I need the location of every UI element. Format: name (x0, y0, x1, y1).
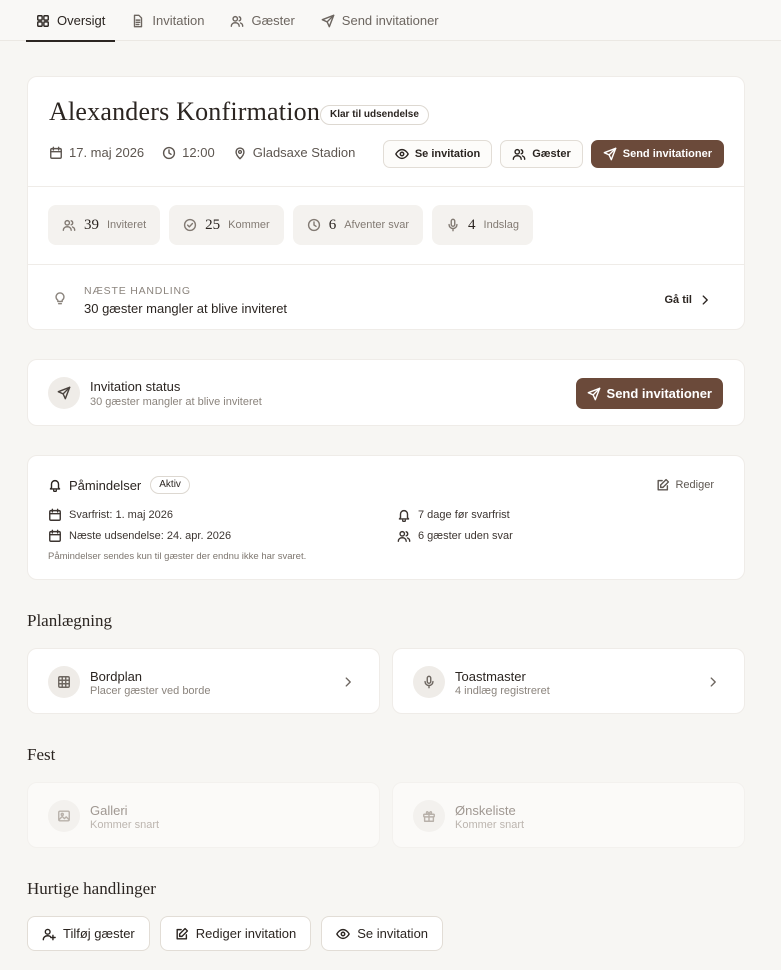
tab-send-invitations[interactable] (311, 0, 449, 41)
stat-coming[interactable] (169, 205, 284, 245)
map-pin-icon (233, 146, 247, 160)
reminders-header (48, 476, 190, 494)
tile-icon-circle (413, 800, 445, 832)
reminders-note: Påmindelser sendes kun til gæster der endnu ikke har svaret. (48, 551, 307, 562)
users-icon (230, 14, 244, 28)
check-circle-icon (183, 218, 197, 232)
edit-icon (175, 927, 189, 941)
button-label: Gæster (532, 148, 571, 160)
send-icon (57, 386, 71, 400)
reminder-deadline (48, 508, 173, 522)
tile-icon-circle (48, 800, 80, 832)
next-action-label: NÆSTE HANDLING (84, 285, 191, 297)
tile-subtitle: Kommer snart (455, 819, 525, 831)
send-icon (603, 147, 617, 161)
event-time-text: 12:00 (182, 145, 215, 160)
view-invitation-button[interactable] (383, 140, 492, 168)
tile-wishlist (392, 782, 745, 848)
button-label: Rediger invitation (195, 926, 297, 941)
event-overview-card (27, 76, 745, 330)
next-action (48, 283, 724, 319)
event-meta (49, 145, 355, 160)
stat-label: Kommer (228, 219, 270, 231)
quick-actions (27, 916, 443, 951)
divider (28, 186, 744, 187)
goto-link[interactable] (664, 293, 712, 307)
clock-icon (307, 218, 321, 232)
invitation-status-title: Invitation status (90, 379, 181, 394)
tab-bar (0, 0, 781, 41)
reminder-no-reply (397, 529, 513, 543)
reminders-title: Påmindelser (69, 477, 142, 493)
quick-actions-heading: Hurtige handlinger (27, 879, 156, 898)
planning-heading: Planlægning (27, 611, 113, 630)
divider (28, 264, 744, 265)
tab-label: Invitation (152, 13, 205, 28)
calendar-icon (48, 508, 62, 522)
tile-title: Bordplan (90, 669, 143, 684)
tab-invitation[interactable] (121, 0, 214, 41)
next-action-text: 30 gæster mangler at blive inviteret (84, 301, 288, 316)
tile-title: Toastmaster (455, 669, 526, 684)
view-invitation-quick-button[interactable] (321, 916, 443, 951)
tab-guests[interactable] (220, 0, 304, 41)
stat-entries[interactable] (432, 205, 533, 245)
stat-invited[interactable] (48, 205, 160, 245)
goto-label: Gå til (664, 294, 692, 306)
edit-reminders-button[interactable] (656, 478, 714, 492)
calendar-icon (49, 146, 63, 160)
reminder-no-reply-text: 6 gæster uden svar (418, 530, 513, 542)
reminders-card (27, 455, 745, 580)
stat-label: Afventer svar (344, 219, 410, 231)
reminder-days-before-text: 7 dage før svarfrist (418, 509, 510, 521)
user-plus-icon (42, 927, 56, 941)
stats-row (48, 205, 533, 245)
tile-title: Ønskeliste (455, 803, 516, 818)
tab-label: Gæster (251, 13, 295, 28)
table-grid-icon (57, 675, 71, 689)
image-icon (57, 809, 71, 823)
chevron-right-icon (698, 293, 712, 307)
document-icon (131, 14, 145, 28)
stat-value: 4 (468, 216, 476, 233)
button-label: Tilføj gæster (63, 926, 135, 941)
event-date (49, 145, 144, 160)
eye-icon (336, 927, 350, 941)
stat-value: 6 (328, 216, 337, 233)
send-icon (587, 387, 601, 401)
users-icon (62, 218, 76, 232)
button-label: Send invitationer (606, 386, 712, 401)
event-date-text: 17. maj 2026 (69, 145, 145, 160)
party-heading: Fest (27, 745, 56, 764)
chevron-right-icon (341, 675, 355, 689)
stat-value: 39 (84, 216, 99, 233)
tile-subtitle: 4 indlæg registreret (455, 685, 550, 697)
grid-icon (36, 14, 50, 28)
reminder-days-before (397, 508, 510, 522)
active-badge: Aktiv (150, 476, 190, 494)
button-label: Send invitationer (622, 148, 712, 160)
stat-awaiting[interactable] (293, 205, 423, 245)
event-title: Alexanders Konfirmation (49, 97, 321, 126)
add-guests-button[interactable] (27, 916, 150, 951)
tile-seating-plan[interactable] (27, 648, 380, 714)
clock-icon (162, 146, 176, 160)
guests-button[interactable] (500, 140, 583, 168)
invitation-status-card (27, 359, 745, 426)
eye-icon (395, 147, 409, 161)
hero-actions (383, 140, 724, 168)
button-label: Se invitation (414, 148, 481, 160)
tile-icon-circle (413, 666, 445, 698)
reminder-next-send (48, 529, 231, 543)
button-label: Rediger (675, 479, 714, 491)
microphone-icon (446, 218, 460, 232)
tile-subtitle: Kommer snart (90, 819, 160, 831)
users-icon (397, 529, 411, 543)
lightbulb-icon (53, 291, 67, 305)
tile-icon-circle (48, 666, 80, 698)
stat-label: Inviteret (107, 219, 147, 231)
gift-icon (422, 809, 436, 823)
edit-invitation-button[interactable] (160, 916, 311, 951)
tab-label: Oversigt (57, 13, 106, 28)
bell-icon (48, 478, 62, 492)
stat-value: 25 (205, 216, 221, 233)
tab-overview[interactable] (26, 0, 115, 41)
button-label: Se invitation (357, 926, 429, 941)
users-icon (512, 147, 526, 161)
bell-icon (397, 508, 411, 522)
chevron-right-icon (706, 675, 720, 689)
status-badge: Klar til udsendelse (320, 105, 429, 125)
reminder-deadline-text: Svarfrist: 1. maj 2026 (69, 509, 173, 521)
send-icon (321, 14, 335, 28)
calendar-icon (48, 529, 62, 543)
send-invitations-button[interactable] (591, 140, 724, 168)
tile-title: Galleri (90, 803, 128, 818)
tile-subtitle: Placer gæster ved borde (90, 685, 211, 697)
event-location-text: Gladsaxe Stadion (252, 145, 356, 160)
send-invitations-primary-button[interactable] (576, 378, 723, 409)
event-time (162, 145, 215, 160)
tile-gallery (27, 782, 380, 848)
edit-icon (656, 478, 670, 492)
tile-toastmaster[interactable] (392, 648, 745, 714)
status-icon-circle (48, 377, 80, 409)
invitation-status-subtitle: 30 gæster mangler at blive inviteret (90, 396, 262, 408)
reminder-next-send-text: Næste udsendelse: 24. apr. 2026 (69, 530, 232, 542)
stat-label: Indslag (483, 219, 519, 231)
event-location (233, 145, 356, 160)
microphone-icon (422, 675, 436, 689)
tab-label: Send invitationer (341, 13, 439, 28)
